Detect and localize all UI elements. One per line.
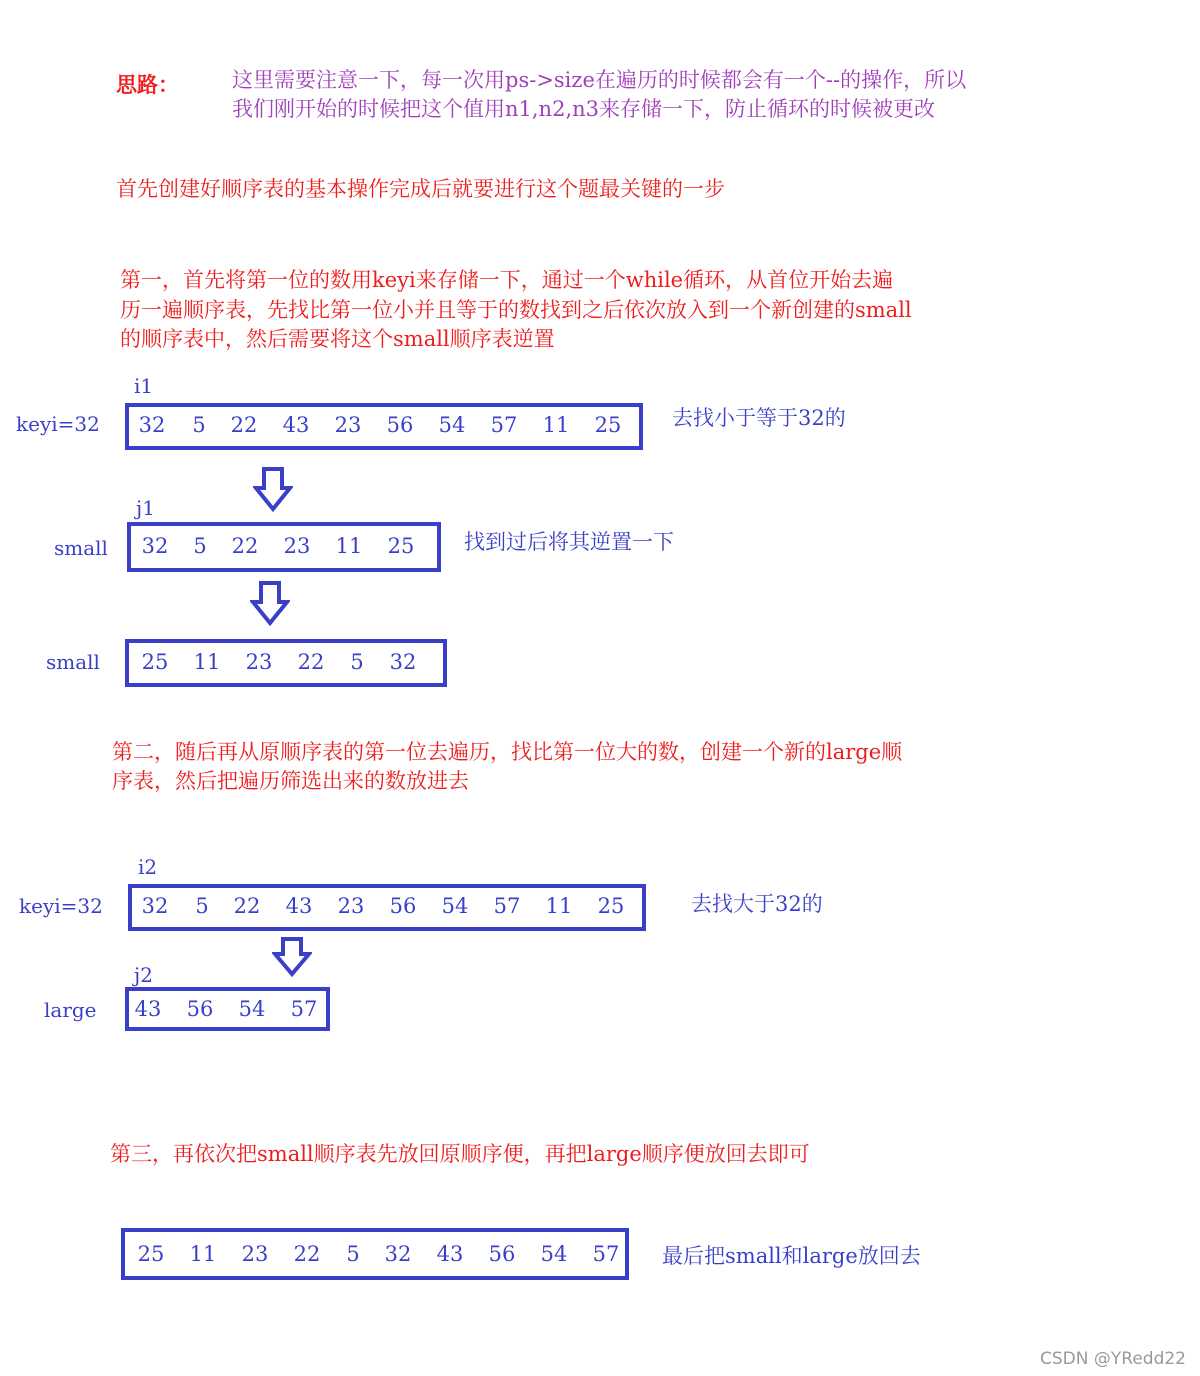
large-label: large xyxy=(44,998,97,1022)
array-cell: 54 xyxy=(441,894,469,918)
array-cell: 57 xyxy=(592,1242,620,1266)
watermark: CSDN @YRedd22 xyxy=(1040,1349,1186,1369)
array-box-original-1 xyxy=(125,403,643,450)
array-cell: 25 xyxy=(387,534,415,558)
pointer-i2: i2 xyxy=(138,855,158,879)
array-cell: 11 xyxy=(335,534,363,558)
note-put-back: 最后把small和large放回去 xyxy=(662,1244,921,1268)
array-cell: 5 xyxy=(195,894,209,918)
keyi-label-2: keyi=32 xyxy=(19,894,103,918)
intro-line-1: 这里需要注意一下，每一次用ps->size在遍历的时候都会有一个--的操作，所以 xyxy=(232,68,967,92)
array-cell: 23 xyxy=(245,650,273,674)
array-cell: 23 xyxy=(283,534,311,558)
array-cell: 32 xyxy=(141,894,169,918)
array-cell: 5 xyxy=(350,650,364,674)
array-cell: 5 xyxy=(346,1242,360,1266)
array-cell: 23 xyxy=(334,413,362,437)
array-box-small xyxy=(127,522,441,572)
array-cell: 5 xyxy=(193,534,207,558)
array-cell: 11 xyxy=(545,894,573,918)
down-arrow-icon xyxy=(253,466,293,512)
small-label-1: small xyxy=(54,536,108,560)
keyi-label-1: keyi=32 xyxy=(16,412,100,436)
intro-line-2: 我们刚开始的时候把这个值用n1,n2,n3来存储一下，防止循环的时候被更改 xyxy=(232,97,936,121)
array-cell: 25 xyxy=(597,894,625,918)
array-cell: 22 xyxy=(233,894,261,918)
array-cell: 32 xyxy=(138,413,166,437)
array-cell: 23 xyxy=(241,1242,269,1266)
array-cell: 32 xyxy=(141,534,169,558)
array-cell: 56 xyxy=(389,894,417,918)
small-label-2: small xyxy=(46,650,100,674)
array-box-original-2 xyxy=(128,884,646,931)
array-cell: 5 xyxy=(192,413,206,437)
step2-line-2: 序表，然后把遍历筛选出来的数放进去 xyxy=(112,769,469,793)
array-box-large xyxy=(125,987,330,1031)
note-find-larger: 去找大于32的 xyxy=(691,892,823,916)
array-cell: 25 xyxy=(594,413,622,437)
array-cell: 54 xyxy=(238,997,266,1021)
array-cell: 43 xyxy=(134,997,162,1021)
array-cell: 54 xyxy=(540,1242,568,1266)
array-box-final xyxy=(121,1228,629,1280)
array-cell: 54 xyxy=(438,413,466,437)
array-cell: 25 xyxy=(137,1242,165,1266)
down-arrow-icon xyxy=(250,580,290,626)
array-cell: 32 xyxy=(389,650,417,674)
array-cell: 11 xyxy=(189,1242,217,1266)
array-box-small-reversed xyxy=(125,639,447,687)
array-cell: 11 xyxy=(542,413,570,437)
array-cell: 23 xyxy=(337,894,365,918)
down-arrow-icon xyxy=(272,936,312,978)
pointer-j2: j2 xyxy=(134,963,153,987)
note-find-smaller: 去找小于等于32的 xyxy=(672,406,846,430)
array-cell: 43 xyxy=(282,413,310,437)
note-reverse: 找到过后将其逆置一下 xyxy=(464,530,674,554)
step1-line-1: 第一，首先将第一位的数用keyi来存储一下，通过一个while循环，从首位开始去遍 xyxy=(120,268,894,292)
array-cell: 57 xyxy=(490,413,518,437)
array-cell: 56 xyxy=(386,413,414,437)
step1-line-3: 的顺序表中，然后需要将这个small顺序表逆置 xyxy=(120,327,555,351)
step3-line-1: 第三，再依次把small顺序表先放回原顺序便，再把large顺序便放回去即可 xyxy=(110,1142,810,1166)
array-cell: 43 xyxy=(285,894,313,918)
intro-label: 思路： xyxy=(116,72,179,97)
array-cell: 56 xyxy=(488,1242,516,1266)
array-cell: 22 xyxy=(297,650,325,674)
array-cell: 11 xyxy=(193,650,221,674)
array-cell: 57 xyxy=(290,997,318,1021)
array-cell: 56 xyxy=(186,997,214,1021)
heading: 首先创建好顺序表的基本操作完成后就要进行这个题最关键的一步 xyxy=(116,177,725,201)
array-cell: 25 xyxy=(141,650,169,674)
array-cell: 57 xyxy=(493,894,521,918)
array-cell: 22 xyxy=(230,413,258,437)
step2-line-1: 第二，随后再从原顺序表的第一位去遍历，找比第一位大的数，创建一个新的large顺 xyxy=(112,740,903,764)
array-cell: 43 xyxy=(436,1242,464,1266)
array-cell: 32 xyxy=(384,1242,412,1266)
pointer-j1: j1 xyxy=(136,496,155,520)
step1-line-2: 历一遍顺序表，先找比第一位小并且等于的数找到之后依次放入到一个新创建的small xyxy=(120,298,912,322)
array-cell: 22 xyxy=(293,1242,321,1266)
array-cell: 22 xyxy=(231,534,259,558)
pointer-i1: i1 xyxy=(134,374,154,398)
